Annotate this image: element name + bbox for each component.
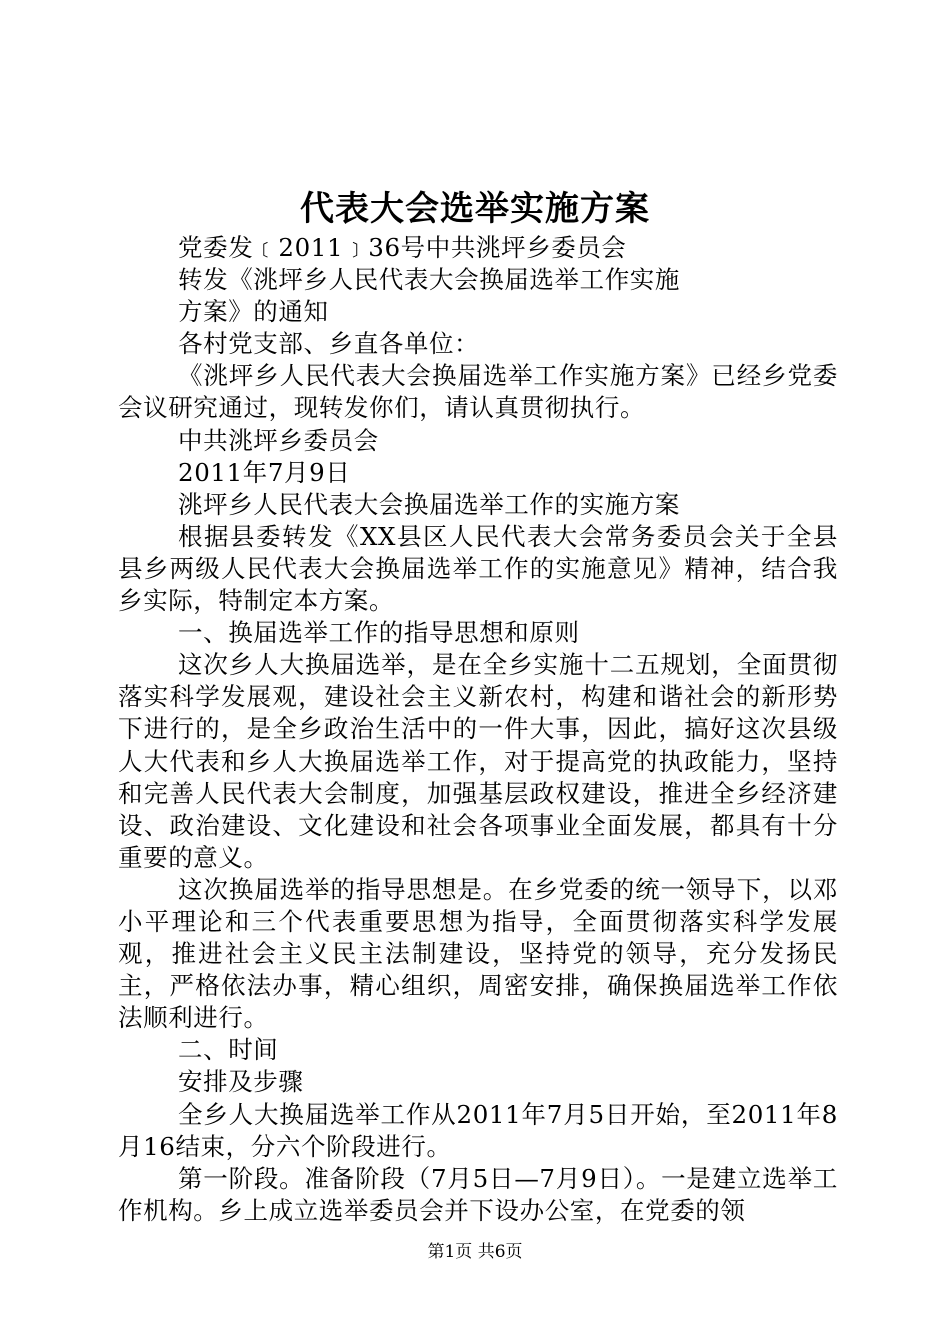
paragraph-recipients: 各村党支部、乡直各单位：: [178, 329, 480, 359]
section-heading-2: 二、时间: [178, 1035, 279, 1065]
page-footer: 第1页 共6页: [427, 1242, 523, 1262]
paragraph-doc-number: 党委发﹝2011﹞36号中共洮坪乡委员会: [178, 233, 627, 262]
section-heading-2-cont: 安排及步骤: [178, 1067, 304, 1097]
paragraph-intro: 根据县委转发《XX县区人民代表大会常务委员会关于全县县乡两级人民代表大会换届选举工作的实施意见》精神，结合我乡实际，特制定本方案。: [118, 521, 838, 616]
document-title: 代表大会选举实施方案: [300, 189, 650, 229]
section-heading-1: 一、换届选举工作的指导思想和原则: [178, 618, 580, 648]
paragraph-guiding-thought: 这次换届选举的指导思想是。在乡党委的统一领导下，以邓小平理论和三个代表重要思想为指导，全面贯彻落实科学发展观，推进社会主义民主法制建设，坚持党的领导，充分发扬民主，严格依法办事，精心组织，周密安排，确保换届选举工作依法顺利进行。: [118, 874, 838, 1033]
paragraph-forward-title-line2: 方案》的通知: [178, 297, 329, 327]
paragraph-schedule: 全乡人大换届选举工作从2011年7月5日开始，至2011年8月16结束，分六个阶段进行。: [118, 1099, 838, 1161]
paragraph-notice: 《洮坪乡人民代表大会换届选举工作实施方案》已经乡党委会议研究通过，现转发你们，请认真贯彻执行。: [118, 361, 838, 423]
paragraph-date: 2011年7月9日: [178, 457, 351, 487]
paragraph-plan-title: 洮坪乡人民代表大会换届选举工作的实施方案: [178, 489, 680, 519]
paragraph-forward-title-line1: 转发《洮坪乡人民代表大会换届选举工作实施: [178, 265, 680, 295]
document-body: [118, 232, 838, 1227]
paragraph-phase-one: 第一阶段。准备阶段（7月5日—7月9日）。一是建立选举工作机构。乡上成立选举委员会并下设办公室，在党委的领: [118, 1163, 838, 1225]
paragraph-significance: 这次乡人大换届选举，是在全乡实施十二五规划，全面贯彻落实科学发展观，建设社会主义新农村，构建和谐社会的新形势下进行的，是全乡政治生活中的一件大事，因此，搞好这次县级人大代表和乡人大换届选举工作，对于提高党的执政能力，坚持和完善人民代表大会制度，加强基层政权建设，推进全乡经济建设、政治建设、文化建设和社会各项事业全面发展，都具有十分重要的意义。: [118, 650, 838, 872]
paragraph-issuer: 中共洮坪乡委员会: [178, 425, 379, 455]
